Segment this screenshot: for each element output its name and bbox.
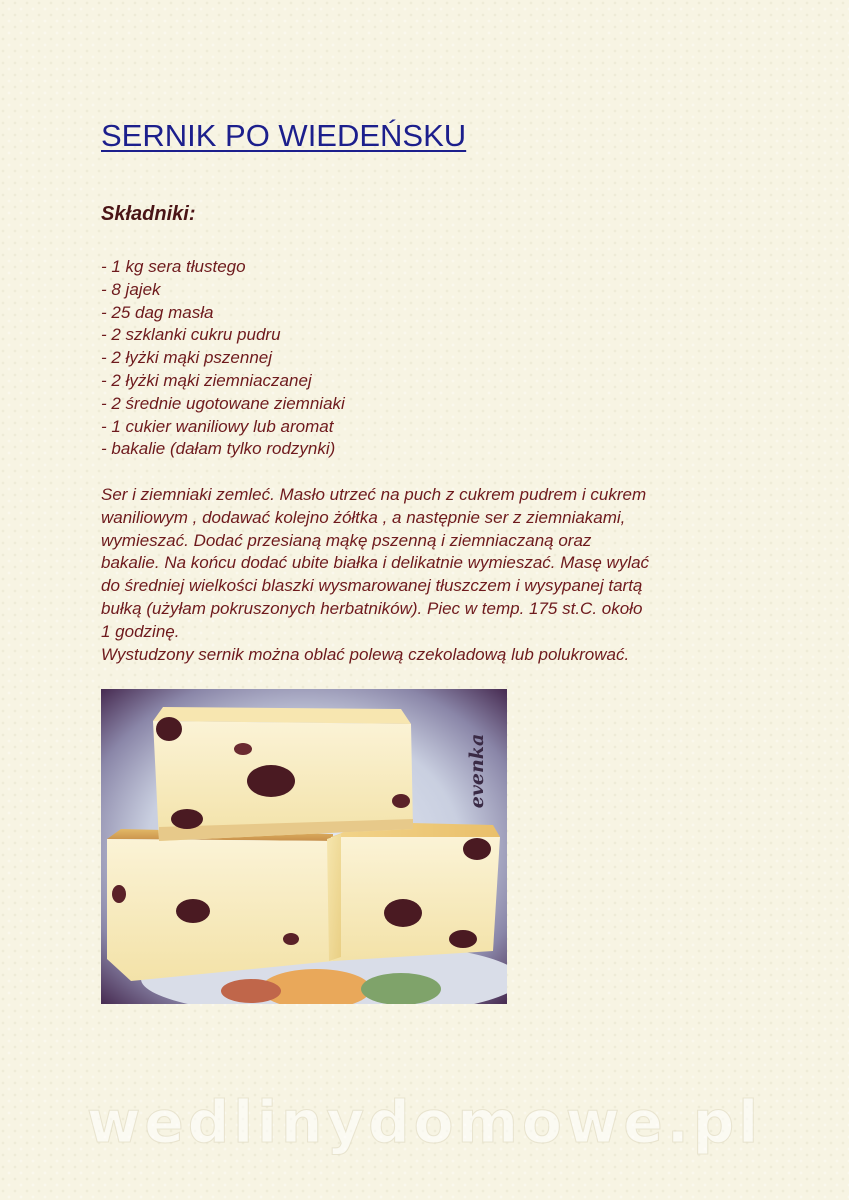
ingredient-item: - 2 szklanki cukru pudru [101,325,281,345]
cheesecake-illustration [101,689,507,1004]
instruction-line: waniliowym , dodawać kolejno żółtka , a następnie ser z ziemniakami, [101,507,626,527]
photo-signature: evenka [466,733,488,809]
instructions-block [101,484,761,666]
ingredients-heading: Składniki: [101,203,196,225]
ingredient-item: - 2 łyżki mąki ziemniaczanej [101,370,312,390]
ingredient-item: - 1 cukier waniliowy lub aromat [101,416,334,436]
ingredients-list [101,256,345,461]
instruction-line: 1 godzinę. [101,621,180,641]
instruction-line: bułką (użyłam pokruszonych herbatników). Piec w temp. 175 st.C. około [101,598,643,618]
cheesecake-photo [101,689,507,1004]
site-watermark: wedlinydomowe.pl [86,1088,763,1156]
instruction-line: wymieszać. Dodać przesianą mąkę pszenną i ziemniaczaną oraz [101,530,592,550]
recipe-title: SERNIK PO WIEDEŃSKU [101,118,467,153]
ingredient-item: - 2 średnie ugotowane ziemniaki [101,393,345,413]
ingredient-item: - 2 łyżki mąki pszennej [101,348,273,368]
ingredient-item: - 8 jajek [101,279,161,299]
ingredient-item: - bakalie (dałam tylko rodzynki) [101,439,336,459]
ingredient-item: - 25 dag masła [101,302,214,322]
instruction-line: Ser i ziemniaki zemleć. Masło utrzeć na puch z cukrem pudrem i cukrem [101,485,647,504]
ingredient-item: - 1 kg sera tłustego [101,257,246,276]
instruction-line: Wystudzony sernik można oblać polewą czekoladową lub polukrować. [101,644,630,664]
instruction-line: bakalie. Na końcu dodać ubite białka i delikatnie wymieszać. Masę wylać [101,553,650,573]
instruction-line: do średniej wielkości blaszki wysmarowanej tłuszczem i wysypanej tartą [101,576,643,596]
